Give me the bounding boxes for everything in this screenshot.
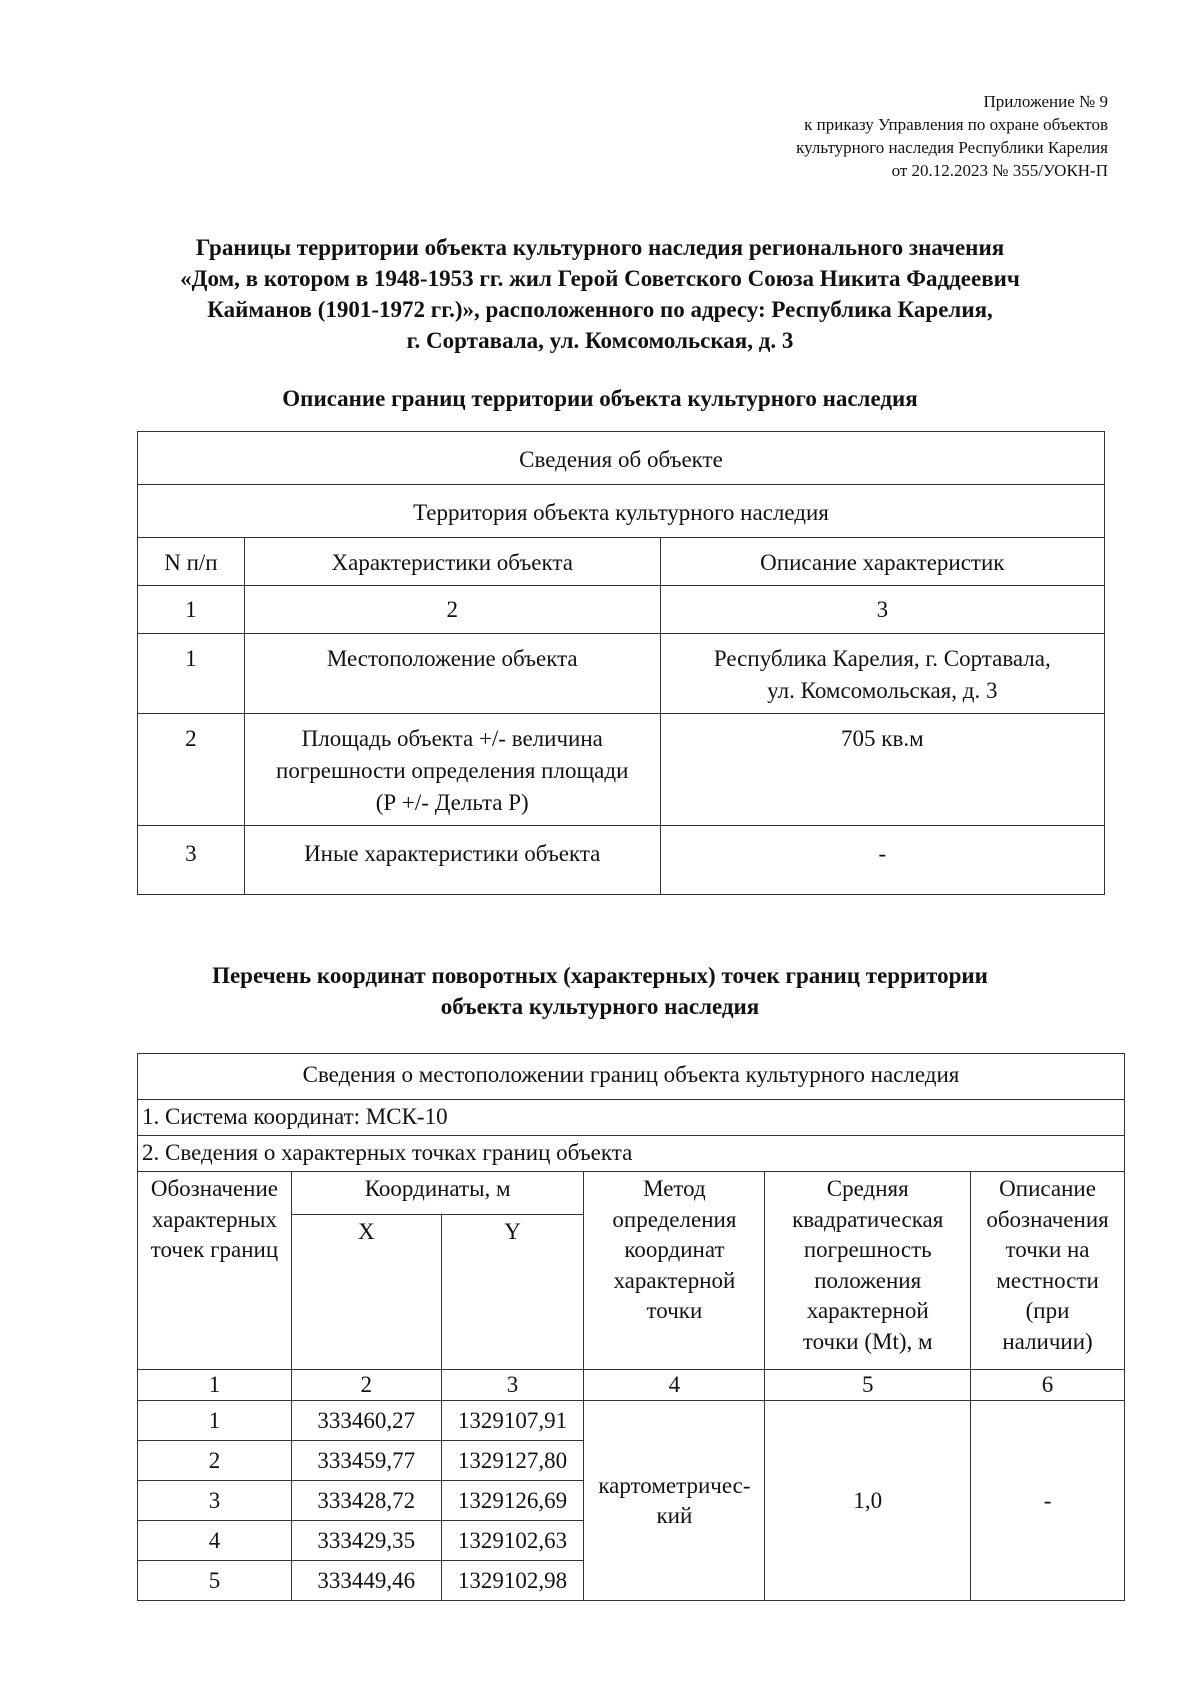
row-number: 3 — [138, 826, 245, 895]
point-y: 1329102,98 — [441, 1561, 584, 1601]
col-description-line: наличии) — [1002, 1328, 1093, 1354]
point-number: 1 — [138, 1401, 292, 1441]
coordinate-system: 1. Система координат: МСК-10 — [138, 1100, 1125, 1136]
point-x: 333460,27 — [291, 1401, 441, 1441]
area-line-1: Площадь объекта +/- величина — [301, 726, 603, 751]
table2-header: Сведения о местоположении границ объекта культурного наследия — [138, 1054, 1125, 1100]
location-line-1: Республика Карелия, г. Сортавала, — [713, 646, 1051, 671]
table2-colnum-3: 3 — [441, 1370, 584, 1401]
section1-title-text: Описание границ территории объекта культурного наследия — [282, 386, 918, 411]
location-line-2: ул. Комсомольская, д. 3 — [767, 678, 998, 703]
table-row — [138, 826, 1105, 895]
table2-colnum-1: 1 — [138, 1370, 292, 1401]
col-method-line: Метод — [643, 1176, 706, 1201]
col-error — [765, 1172, 971, 1370]
point-x: 333449,46 — [291, 1561, 441, 1601]
error-value: 1,0 — [765, 1401, 971, 1601]
col-method-line: точки — [646, 1298, 703, 1323]
col-error-line: квадратическая — [792, 1206, 944, 1232]
title-line-3: Кайманов (1901-1972 гг.)», расположенного по адресу: Республика Карелия, — [207, 297, 993, 322]
area-line-3: (Р +/- Дельта Р) — [375, 790, 529, 815]
appendix-authority-line: культурного наследия Республики Карелия — [796, 138, 1108, 157]
document-title — [0, 232, 1200, 356]
col-description-line: обозначения — [986, 1206, 1109, 1232]
title-line-4: г. Сортавала, ул. Комсомольская, д. 3 — [406, 328, 794, 353]
col-x: X — [291, 1215, 441, 1370]
col-method-line: координат — [624, 1237, 725, 1262]
method-value — [584, 1401, 765, 1601]
row-description: - — [660, 826, 1104, 895]
appendix-number: Приложение № 9 — [983, 92, 1108, 111]
col-method-line: определения — [612, 1206, 737, 1232]
col-y: Y — [441, 1215, 584, 1370]
col-description-line: Описание — [999, 1176, 1096, 1201]
point-x: 333429,35 — [291, 1521, 441, 1561]
table1-header-territory: Территория объекта культурного наследия — [138, 485, 1105, 538]
col-method-line: характерной — [613, 1267, 736, 1293]
method-value-line: картометричес- — [598, 1472, 751, 1498]
table2-colnum-6: 6 — [971, 1370, 1125, 1401]
point-number: 5 — [138, 1561, 292, 1601]
col-error-line: характерной — [806, 1298, 929, 1323]
col-method — [584, 1172, 765, 1370]
col-coordinates: Координаты, м — [291, 1172, 584, 1215]
col-description-line: точки на — [1005, 1237, 1090, 1262]
col-description-line: местности — [996, 1267, 1099, 1293]
table1-header-object: Сведения об объекте — [138, 432, 1105, 485]
point-number: 3 — [138, 1481, 292, 1521]
table2-colnum-4: 4 — [584, 1370, 765, 1401]
point-y: 1329102,63 — [441, 1521, 584, 1561]
appendix-date-line: от 20.12.2023 № 355/УОКН-П — [891, 161, 1108, 180]
points-header: 2. Сведения о характерных точках границ объекта — [138, 1136, 1125, 1172]
area-line-2: погрешности определения площади — [276, 758, 629, 783]
row-description: 705 кв.м — [660, 714, 1104, 826]
appendix-order-line: к приказу Управления по охране объектов — [804, 115, 1108, 134]
table2-colnum-2: 2 — [291, 1370, 441, 1401]
section2-title-line-2: объекта культурного наследия — [440, 994, 760, 1019]
row-characteristic: Иные характеристики объекта — [244, 826, 660, 895]
point-y: 1329127,80 — [441, 1441, 584, 1481]
table2-colnum-5: 5 — [765, 1370, 971, 1401]
col-point-description — [971, 1172, 1125, 1370]
col-error-line: положения — [814, 1267, 922, 1293]
row-number: 2 — [138, 714, 245, 826]
col-error-line: погрешность — [803, 1237, 932, 1262]
point-number: 4 — [138, 1521, 292, 1561]
table-row — [138, 1401, 1125, 1441]
table1-col-description: Описание характеристик — [660, 538, 1104, 586]
row-number: 1 — [138, 634, 245, 714]
section2-title-line-1: Перечень координат поворотных (характерных) точек границ территории — [212, 963, 988, 988]
method-value-line: кий — [656, 1502, 693, 1528]
col-error-line: Средняя — [826, 1176, 909, 1201]
col-designation-line: характерных — [151, 1206, 277, 1232]
table1-col-number: N п/п — [138, 538, 245, 586]
table1-colnum-2: 2 — [244, 586, 660, 634]
title-line-2: «Дом, в котором в 1948-1953 гг. жил Герой Советского Союза Никита Фаддеевич — [180, 266, 1020, 291]
table-row — [138, 634, 1105, 714]
point-number: 2 — [138, 1441, 292, 1481]
table1-colnum-1: 1 — [138, 586, 245, 634]
col-designation-line: Обозначение — [150, 1176, 278, 1201]
row-description — [660, 634, 1104, 714]
col-designation-line: точек границ — [150, 1237, 279, 1262]
row-characteristic: Местоположение объекта — [244, 634, 660, 714]
coordinates-table — [137, 1053, 1125, 1601]
point-y: 1329107,91 — [441, 1401, 584, 1441]
appendix-header — [796, 90, 1108, 182]
section2-title — [0, 960, 1200, 1022]
point-x: 333459,77 — [291, 1441, 441, 1481]
point-description-value: - — [971, 1401, 1125, 1601]
col-designation — [138, 1172, 292, 1370]
row-characteristic — [244, 714, 660, 826]
col-error-line: точки (Mt), м — [802, 1328, 933, 1354]
title-line-1: Границы территории объекта культурного наследия регионального значения — [195, 235, 1005, 260]
object-info-table — [137, 431, 1105, 895]
point-y: 1329126,69 — [441, 1481, 584, 1521]
point-x: 333428,72 — [291, 1481, 441, 1521]
table1-col-characteristics: Характеристики объекта — [244, 538, 660, 586]
col-description-line: (при — [1025, 1298, 1070, 1323]
section1-title — [0, 383, 1200, 414]
table-row — [138, 714, 1105, 826]
table1-colnum-3: 3 — [660, 586, 1104, 634]
